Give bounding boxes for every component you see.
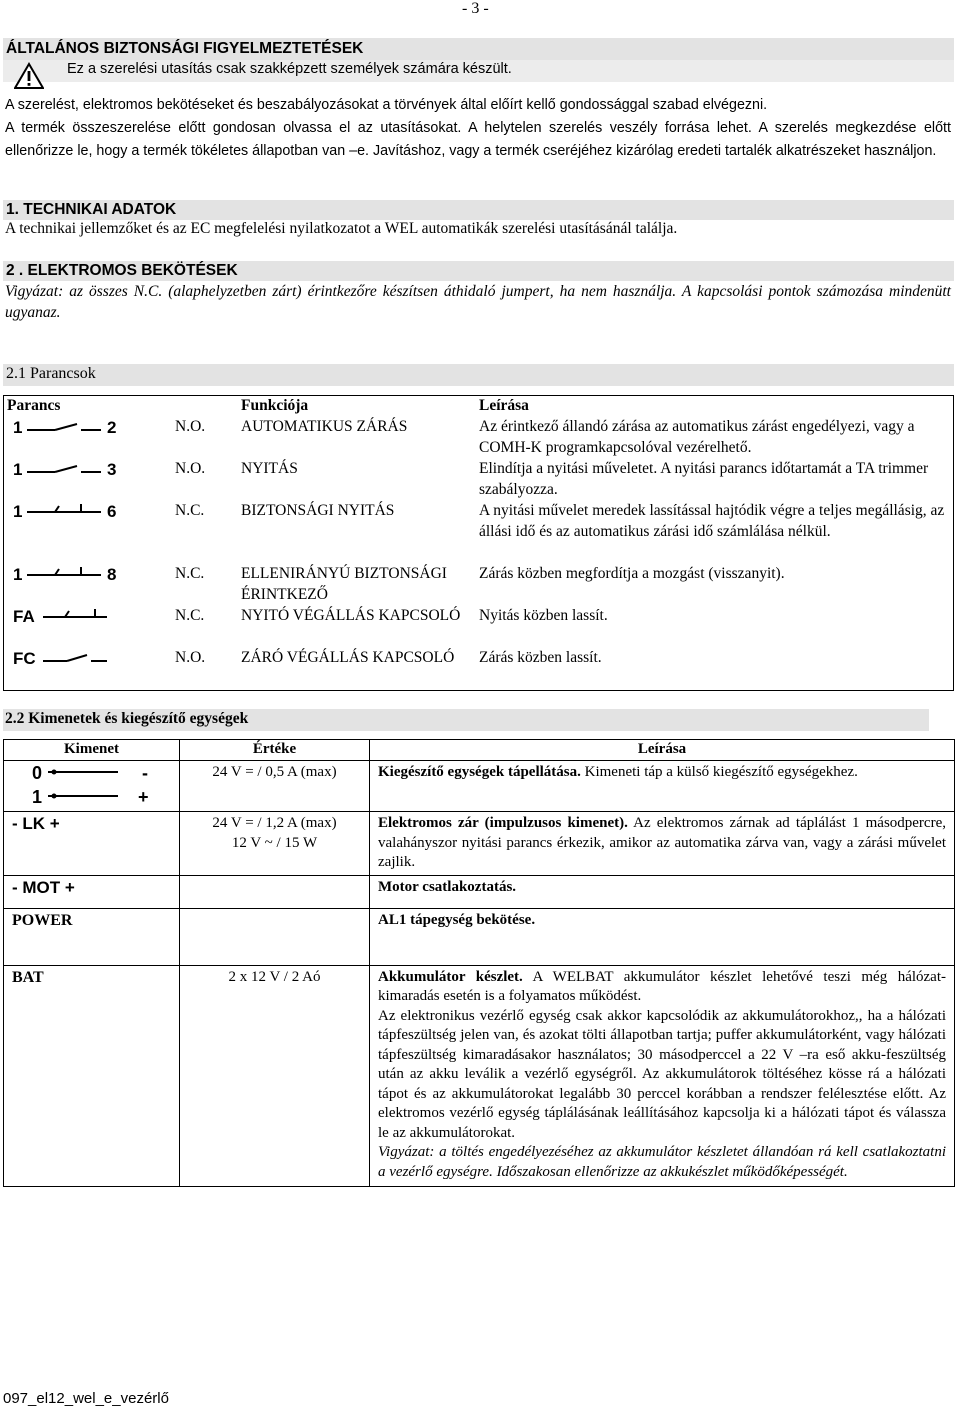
page-number: - 3 -	[462, 0, 489, 17]
power-label: POWER	[12, 911, 73, 929]
output-description: Az elektronikus vezérlő egység csak akkor kapcsolódik az akkumulátorokhoz,, ha a hálózati tápfeszültség jelen van, és azokat tölti állapotban tartja; puffer akkumulátorként, vagy hálózati tápfeszültség kimaradásakor használatos; 30 másodperccel a 22 V –ra eső akku-feszültség után az akku leválik a vezérlő egységről. Az akkumulátorok töltéséhez kösse rá a hálózati tápot és az akkumulátorokat legalább 30 perccel korábban a rendszer felélesztése előtt. Az elektromos vezérlő egység táplálásának leállításához kapcsolja ki a hálózati tápot és válassza le az akkumulátorokat.	[378, 1007, 946, 1141]
commands-table	[3, 395, 954, 689]
svg-text:FC: FC	[13, 649, 36, 667]
wiring-title: 2 . ELEKTROMOS BEKÖTÉSEK	[6, 262, 238, 279]
description: Az érintkező állandó zárása az automatikus zárást engedélyezi, vagy a COMH-K programkapcsolóval vezérelhető.	[479, 418, 915, 456]
function: AUTOMATIKUS ZÁRÁS	[241, 418, 408, 435]
output-title: Akkumulátor készlet.	[378, 968, 523, 985]
description: Zárás közben lassít.	[479, 649, 602, 666]
contact-fc-symbol	[7, 647, 125, 667]
description: A nyitási művelet meredek lassítással hajtódik végre a teljes megállásig, az állási idő és az automatikus zárási idő számlálása nélkül.	[479, 502, 945, 540]
description: Zárás közben megfordítja a mozgást (visszanyit).	[479, 565, 785, 582]
table-row	[4, 812, 955, 876]
table-row	[3, 416, 954, 458]
safety-line: A szerelést, elektromos bekötéseket és beszabályozásokat a törvények által előírt kellő gondossággal szabad elvégezni.	[5, 97, 768, 113]
warning-icon	[14, 62, 44, 90]
tech-title: 1. TECHNIKAI ADATOK	[6, 201, 177, 218]
lock-output-symbol: - LK +	[12, 814, 60, 833]
table-row	[3, 605, 954, 647]
svg-text:1: 1	[13, 460, 23, 478]
wiring-warning: Vigyázat: az összes N.C. (alaphelyzetben zárt) érintkezőre készítsen áthidaló jumpert, ha nem használja. A kapcsolási pontok számozása mindenütt ugyanaz.	[5, 283, 951, 321]
description: Nyitás közben lassít.	[479, 607, 608, 624]
safety-title: ÁLTALÁNOS BIZTONSÁGI FIGYELMEZTETÉSEK	[6, 40, 364, 57]
table-row	[3, 458, 954, 500]
function: NYITÁS	[241, 460, 298, 477]
svg-text:1: 1	[13, 418, 23, 436]
contact-type: N.C.	[175, 565, 205, 582]
table-row	[4, 965, 955, 1187]
contact-nc-symbol-1-6	[7, 500, 125, 520]
outputs-table	[3, 739, 955, 1187]
svg-text:+: +	[138, 786, 149, 805]
table-row	[3, 647, 954, 689]
function: NYITÓ VÉGÁLLÁS KAPCSOLÓ	[241, 607, 461, 624]
output-title: Kiegészítő egységek tápellátása.	[378, 763, 581, 780]
output-value: 24 V = / 1,2 A (max)	[212, 815, 337, 831]
output-title: Elektromos zár (impulzusos kimenet).	[378, 815, 628, 831]
svg-text:3: 3	[107, 460, 117, 478]
motor-output-symbol: - MOT +	[12, 877, 75, 897]
safety-notice: Ez a szerelési utasítás csak szakképzett személyek számára készült.	[67, 61, 512, 77]
svg-text:1: 1	[13, 502, 23, 520]
col-command: Parancs	[7, 397, 61, 414]
table-row	[4, 760, 955, 812]
svg-text:6: 6	[107, 502, 117, 520]
contact-no-symbol-1-2	[7, 416, 125, 436]
col-description: Leírása	[479, 397, 529, 414]
tech-text: A technikai jellemzőket és az EC megfelelési nyilatkozatot a WEL automatikák szerelési utasításánál találja.	[5, 220, 678, 237]
svg-text:8: 8	[107, 565, 117, 583]
bat-label: BAT	[12, 968, 44, 986]
table-row	[4, 875, 955, 908]
contact-type: N.C.	[175, 607, 205, 624]
svg-text:1: 1	[32, 786, 43, 805]
safety-paragraph: A termék összeszerelése előtt gondosan olvassa el az utasításokat. A helytelen szerelés veszély forrása lehet. A szerelés megkezdése előtt ellenőrizze le, hogy a termék tökéletes állapotban van –e. Javításhoz, vagy a termék cseréjéhez kizárólag eredeti tartalék alkatrészeket használjon.	[5, 120, 951, 159]
col-output: Kimenet	[4, 740, 180, 761]
function: BIZTONSÁGI NYITÁS	[241, 502, 395, 519]
output-value: 2 x 12 V / 2 Aó	[180, 965, 370, 1187]
col-function: Funkciója	[241, 397, 309, 414]
description: Elindítja a nyitási műveletet. A nyitási parancs időtartamát a TA trimmer szabályozza.	[479, 460, 929, 498]
output-title: AL1 tápegység bekötése.	[378, 911, 536, 928]
function: ZÁRÓ VÉGÁLLÁS KAPCSOLÓ	[241, 649, 455, 666]
svg-text:-: -	[142, 762, 148, 783]
table-row	[4, 908, 955, 965]
col-value: Értéke	[180, 740, 370, 761]
table-row	[3, 500, 954, 563]
svg-text:2: 2	[107, 418, 117, 436]
svg-text:1: 1	[13, 565, 23, 583]
output-value: 24 V = / 0,5 A (max)	[180, 760, 370, 812]
contact-fa-symbol	[7, 605, 125, 625]
power-output-symbol	[8, 761, 168, 805]
commands-header-band	[3, 364, 954, 386]
contact-type: N.O.	[175, 649, 206, 666]
footer-filename: 097_el12_wel_e_vezérlő	[3, 1390, 169, 1407]
output-description: A WELBAT akkumulátor készlet lehetővé teszi még hálózat-kimaradás esetén is a folyamatos működést.	[378, 968, 946, 1004]
output-value: 12 V ~ / 15 W	[231, 834, 318, 851]
contact-nc-symbol-1-8	[7, 563, 125, 583]
output-description: Az elektromos zárnak ad táplálást 1 másodpercre, valahányszor nyitási parancs érkezik, amikor az automatika zárva van, vagy a zárási művelet zajlik.	[378, 815, 946, 870]
commands-title: 2.1 Parancsok	[6, 365, 96, 382]
output-description: Kimeneti táp a külső kiegészítő egységekhez.	[580, 763, 858, 780]
contact-type: N.O.	[175, 460, 206, 477]
contact-type: N.C.	[175, 502, 205, 519]
col-description: Leírása	[370, 740, 955, 761]
function: ELLENIRÁNYÚ BIZTONSÁGI ÉRINTKEZŐ	[241, 565, 447, 603]
contact-type: N.O.	[175, 418, 206, 435]
output-title: Motor csatlakoztatás.	[378, 878, 517, 895]
output-warning: Vigyázat: a töltés engedélyezéséhez az akkumulátor készletet állandóan rá kell csatlakoztatni a vezérlő egységre. Időszakosan ellenőrizze az akkukészlet működőképességét.	[378, 1144, 946, 1180]
outputs-title: 2.2 Kimenetek és kiegészítő egységek	[5, 710, 249, 727]
contact-no-symbol-1-3	[7, 458, 125, 478]
svg-text:FA: FA	[13, 607, 35, 625]
table-row	[3, 563, 954, 605]
svg-text:0: 0	[32, 762, 43, 783]
